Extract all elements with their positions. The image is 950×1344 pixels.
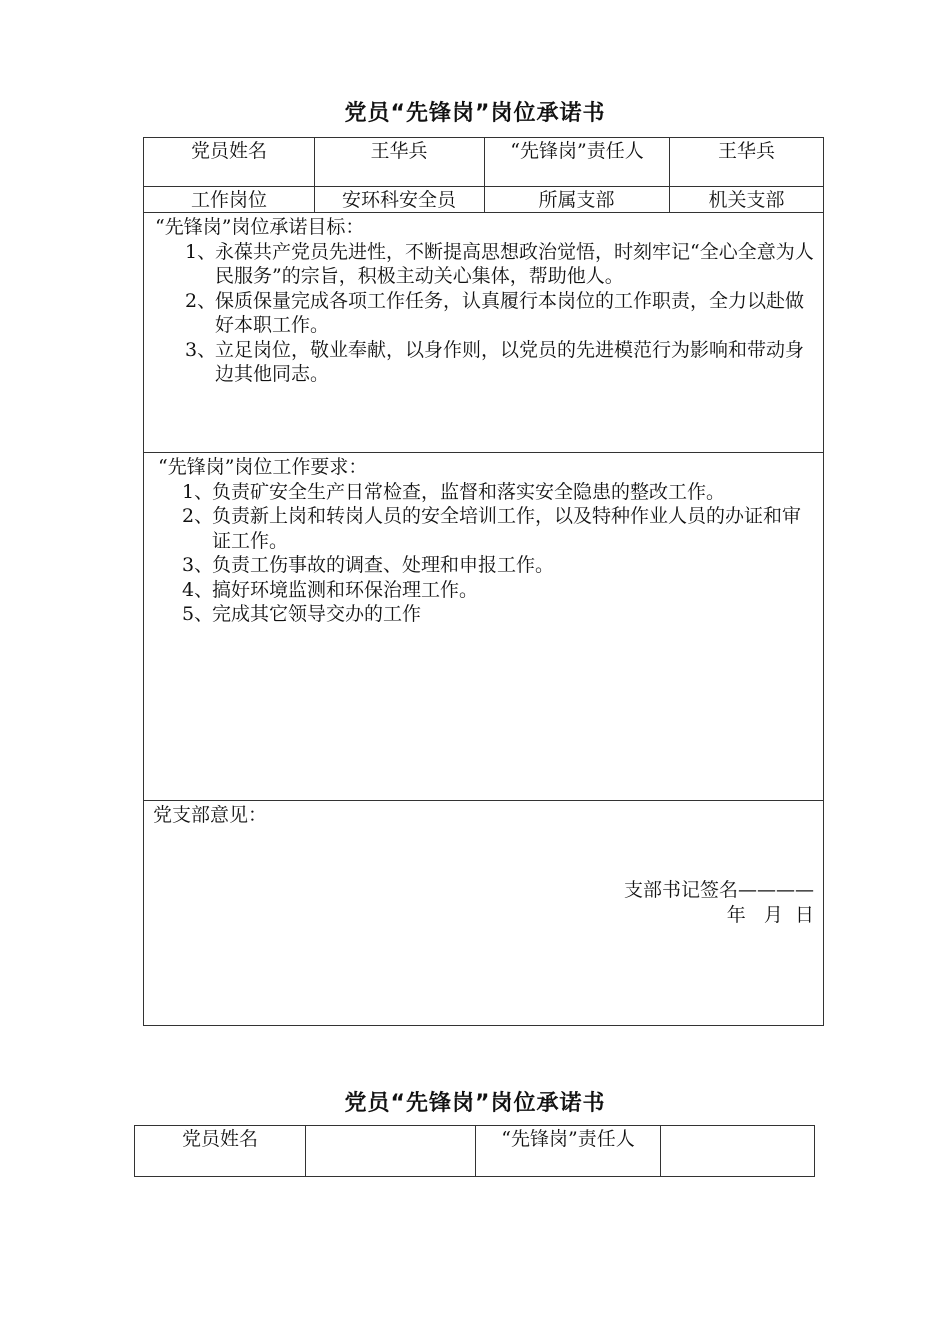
divider (475, 1126, 476, 1176)
item-text: 完成其它领导交办的工作 (212, 603, 422, 625)
branch-label: 所属支部 (538, 189, 615, 211)
item-text: 永葆共产党员先进性，不断提高思想政治觉悟，时刻牢记“全心全意为人民服务”的宗旨，积极主动关心集体，帮助他人。 (215, 240, 814, 287)
item-text: 搞好环境监测和环保治理工作。 (212, 578, 479, 601)
name-label: 党员姓名 (190, 140, 267, 162)
responsible-label: “先锋岗”责任人 (501, 1128, 635, 1150)
goals-heading: “先锋岗”岗位承诺目标： (155, 216, 365, 238)
date-line: 年 月 日 (726, 904, 814, 926)
list-item (158, 553, 818, 578)
list-item (158, 578, 818, 603)
divider (144, 452, 823, 453)
goals-section (155, 215, 817, 387)
list-item (155, 240, 817, 289)
list-item (158, 504, 818, 553)
requirements-section (158, 455, 818, 627)
requirements-heading: “先锋岗”岗位工作要求： (158, 456, 368, 478)
divider (144, 800, 823, 801)
item-number: 5、 (182, 603, 214, 625)
responsible-label: “先锋岗”责任人 (510, 140, 644, 162)
item-number: 1、 (182, 480, 214, 503)
responsible-value: 王华兵 (717, 140, 775, 162)
list-item (158, 480, 818, 505)
responsible-value (660, 1126, 815, 1127)
form2-title: 党员“先锋岗”岗位承诺书 (344, 1091, 606, 1116)
signature-line: 支部书记签名———— (623, 879, 814, 901)
divider (305, 1126, 306, 1176)
name-label: 党员姓名 (181, 1128, 258, 1150)
form2-table (134, 1125, 815, 1177)
post-value: 安环科安全员 (341, 189, 456, 211)
divider (660, 1126, 661, 1176)
item-text: 立足岗位，敬业奉献，以身作则，以党员的先进模范行为影响和带动身边其他同志。 (215, 338, 805, 385)
item-number: 1、 (185, 240, 217, 263)
opinion-heading: 党支部意见： (153, 804, 268, 826)
list-item (155, 338, 817, 387)
item-text: 负责工伤事故的调查、处理和申报工作。 (212, 554, 555, 576)
item-text: 负责新上岗和转岗人员的安全培训工作，以及特种作业人员的办证和审证工作。 (212, 505, 802, 552)
name-value: 王华兵 (370, 140, 428, 162)
list-item (155, 289, 817, 338)
form1-table (143, 137, 824, 1026)
branch-value: 机关支部 (708, 189, 785, 211)
item-number: 3、 (182, 554, 214, 576)
item-number: 2、 (182, 505, 214, 527)
item-text: 保质保量完成各项工作任务，认真履行本岗位的工作职责，全力以赴做好本职工作。 (215, 289, 805, 336)
item-number: 3、 (185, 338, 217, 361)
post-label: 工作岗位 (190, 189, 267, 211)
list-item (158, 602, 818, 627)
name-value (305, 1126, 475, 1127)
item-number: 4、 (182, 578, 214, 601)
item-text: 负责矿安全生产日常检查，监督和落实安全隐患的整改工作。 (212, 480, 726, 503)
item-number: 2、 (185, 289, 217, 312)
opinion-section (153, 803, 813, 828)
form1-title: 党员“先锋岗”岗位承诺书 (344, 101, 606, 126)
